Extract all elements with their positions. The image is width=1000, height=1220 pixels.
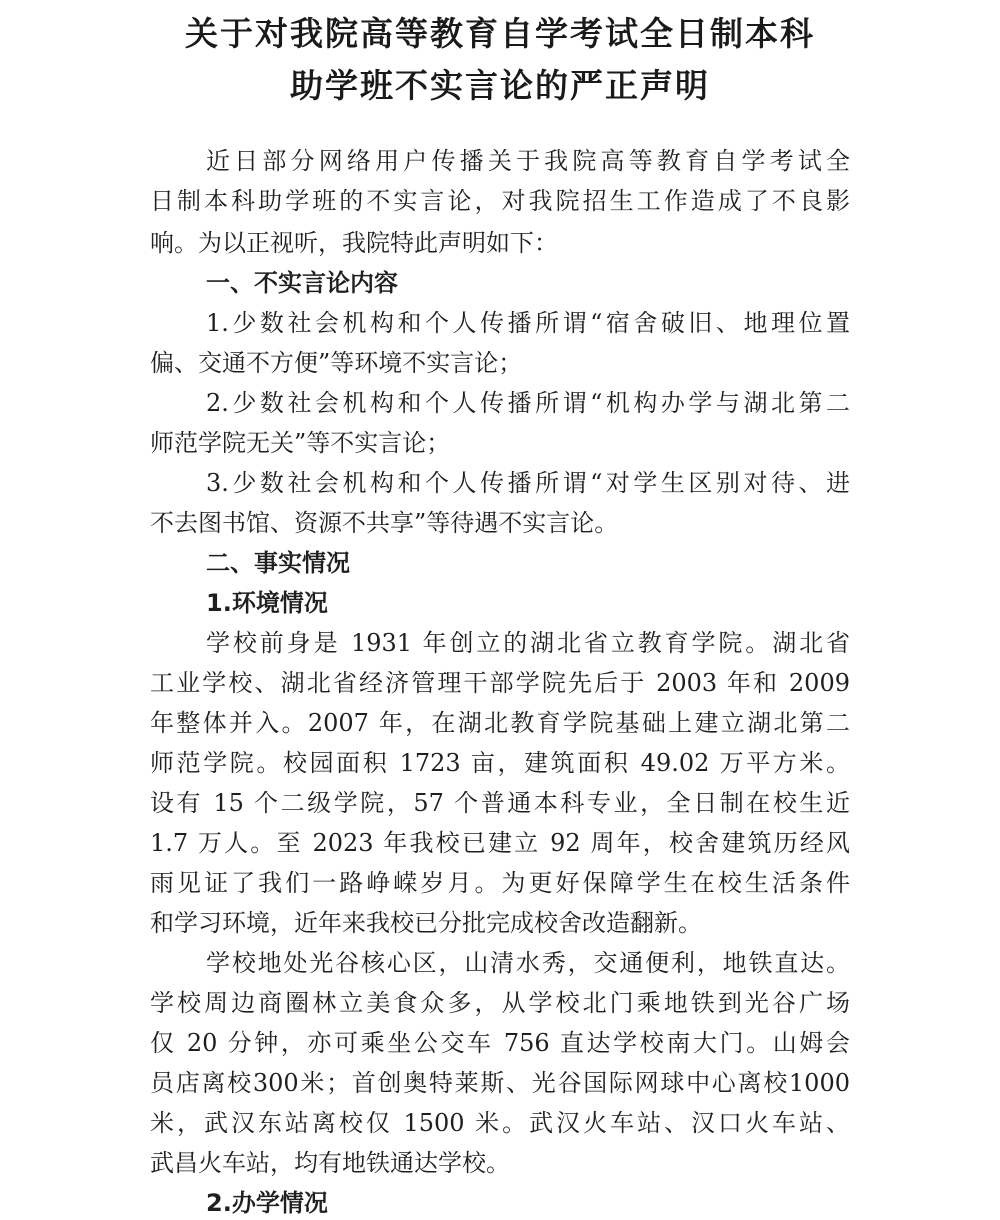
list-item-line: 不去图书馆、资源不共享”等待遇不实言论。	[150, 509, 619, 537]
paragraph-line: 学校周边商圈林立美食众多，从学校北门乘地铁到光谷广场	[150, 989, 850, 1017]
section-heading-1: 一、不实言论内容	[206, 269, 398, 297]
paragraph-line: 仅 20 分钟，亦可乘坐公交车 756 直达学校南大门。山姆会	[150, 1029, 850, 1057]
paragraph-line: 武昌火车站，均有地铁通达学校。	[150, 1149, 510, 1177]
list-item-line: 偏、交通不方便”等环境不实言论；	[150, 349, 523, 377]
list-item-line: 2.少数社会机构和个人传播所谓“机构办学与湖北第二	[206, 389, 850, 417]
paragraph-line: 日制本科助学班的不实言论，对我院招生工作造成了不良影	[150, 187, 850, 215]
paragraph-line: 年整体并入。2007 年，在湖北教育学院基础上建立湖北第二	[150, 709, 850, 737]
paragraph-line: 米，武汉东站离校仅 1500 米。武汉火车站、汉口火车站、	[150, 1109, 850, 1137]
list-item-line: 师范学院无关”等不实言论；	[150, 429, 451, 457]
subsection-heading-operation: 2.办学情况	[206, 1189, 328, 1217]
paragraph-line: 和学习环境，近年来我校已分批完成校舍改造翻新。	[150, 909, 702, 937]
list-item-line: 3.少数社会机构和个人传播所谓“对学生区别对待、进	[206, 469, 850, 497]
paragraph-line: 1.7 万人。至 2023 年我校已建立 92 周年，校舍建筑历经风	[150, 829, 850, 857]
section-heading-2: 二、事实情况	[206, 549, 350, 577]
subsection-heading-environment: 1.环境情况	[206, 589, 328, 617]
document-title-line-2: 助学班不实言论的严正声明	[290, 66, 710, 105]
paragraph-line: 师范学院。校园面积 1723 亩，建筑面积 49.02 万平方米。	[150, 749, 850, 777]
paragraph-line: 雨见证了我们一路峥嵘岁月。为更好保障学生在校生活条件	[150, 869, 850, 897]
document-title-line-1: 关于对我院高等教育自学考试全日制本科	[185, 14, 815, 53]
paragraph-line: 近日部分网络用户传播关于我院高等教育自学考试全	[206, 147, 850, 175]
paragraph-line: 学校前身是 1931 年创立的湖北省立教育学院。湖北省	[206, 629, 850, 657]
paragraph-line: 工业学校、湖北省经济管理干部学院先后于 2003 年和 2009	[150, 669, 850, 697]
paragraph-line: 员店离校300米；首创奥特莱斯、光谷国际网球中心离校1000	[150, 1069, 850, 1097]
paragraph-line: 设有 15 个二级学院，57 个普通本科专业，全日制在校生近	[150, 789, 850, 817]
paragraph-line: 学校地处光谷核心区，山清水秀，交通便利，地铁直达。	[206, 949, 850, 977]
paragraph-line: 响。为以正视听，我院特此声明如下：	[150, 229, 558, 257]
list-item-line: 1.少数社会机构和个人传播所谓“宿舍破旧、地理位置	[206, 309, 850, 337]
